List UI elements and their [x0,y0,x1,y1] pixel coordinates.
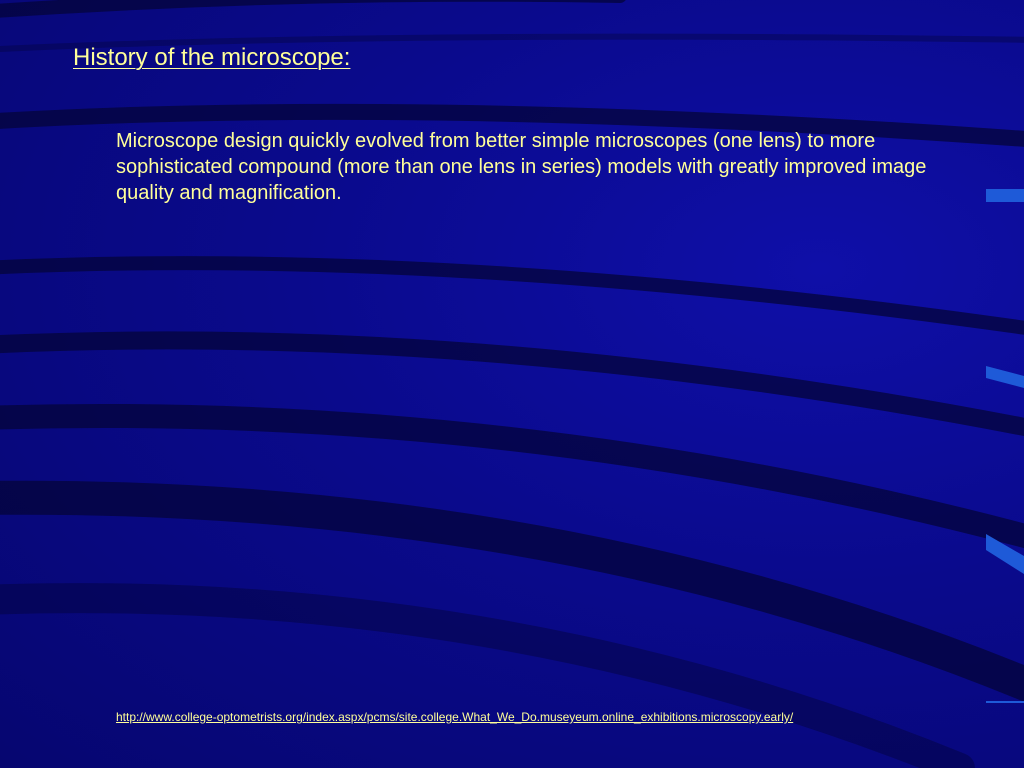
slide-body-text: Microscope design quickly evolved from better simple microscopes (one lens) to more sophisticated compound (more than one lens in series) models with greatly improved image quality and magnification. [116,130,927,204]
swoosh-line [0,263,1024,330]
slide-title: History of the microscope: [73,44,351,71]
source-link[interactable]: http://www.college-optometrists.org/index.aspx/pcms/site.college.What_We_Do.museyeum.online_exhibitions.microscopy.early/ [116,710,794,724]
accent-bar [986,366,1024,388]
accent-bar [986,189,1024,202]
accent-bar [986,701,1024,703]
swoosh-line [0,0,620,12]
